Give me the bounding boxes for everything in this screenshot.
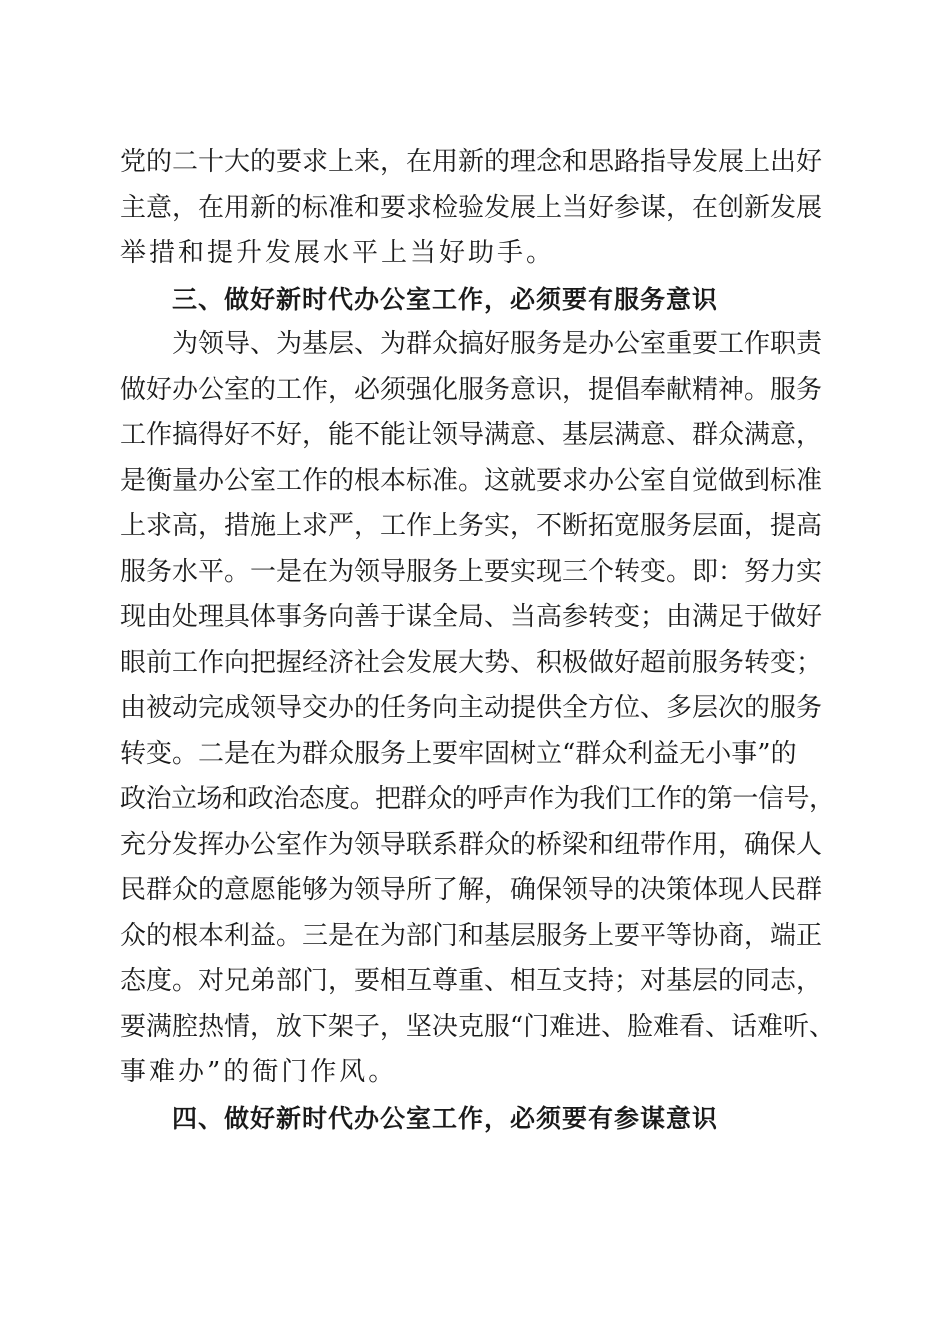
paragraph-line: 事难办”的衙门作风。 xyxy=(120,1057,398,1087)
paragraph-line: 党的二十大的要求上来，在用新的理念和思路指导发展上出好 xyxy=(120,147,823,177)
paragraph-line: 上求高，措施上求严，工作上务实，不断拓宽服务层面，提高 xyxy=(120,511,823,541)
paragraph-line: 主意，在用新的标准和要求检验发展上当好参谋，在创新发展 xyxy=(120,192,823,223)
paragraph-line: 眼前工作向把握经济社会发展大势、积极做好超前服务转变； xyxy=(120,647,823,678)
continued-paragraph xyxy=(120,140,835,277)
section-heading-four: 四、做好新时代办公室工作，必须要有参谋意识 xyxy=(172,1103,719,1133)
paragraph-line: 是衡量办公室工作的根本标准。这就要求办公室自觉做到标准 xyxy=(120,465,823,496)
paragraph-line: 现由处理具体事务向善于谋全局、当高参转变；由满足于做好 xyxy=(120,602,823,632)
paragraph-line: 众的根本利益。三是在为部门和基层服务上要平等协商，端正 xyxy=(120,920,823,951)
paragraph-line: 举措和提升发展水平上当好助手。 xyxy=(120,238,556,268)
paragraph-line: 态度。对兄弟部门，要相互尊重、相互支持；对基层的同志， xyxy=(120,966,823,996)
paragraph-line: 做好办公室的工作，必须强化服务意识，提倡奉献精神。服务 xyxy=(120,374,823,405)
paragraph-line: 要满腔热情，放下架子，坚决克服“门难进、脸难看、话难听、 xyxy=(120,1011,835,1042)
paragraph-line: 政治立场和政治态度。把群众的呼声作为我们工作的第一信号， xyxy=(120,784,835,814)
section-heading-three: 三、做好新时代办公室工作，必须要有服务意识 xyxy=(172,284,719,314)
paragraph-line: 民群众的意愿能够为领导所了解，确保领导的决策体现人民群 xyxy=(120,875,823,905)
paragraph-line: 为领导、为基层、为群众搞好服务是办公室重要工作职责 xyxy=(172,329,823,359)
document-body xyxy=(120,140,835,1141)
paragraph-line: 服务水平。一是在为领导服务上要实现三个转变。即：努力实 xyxy=(120,556,823,587)
paragraph-line: 由被动完成领导交办的任务向主动提供全方位、多层次的服务 xyxy=(120,693,823,723)
section-three-paragraph xyxy=(120,322,835,1096)
paragraph-line: 工作搞得好不好，能不能让领导满意、基层满意、群众满意， xyxy=(120,420,823,450)
paragraph-line: 充分发挥办公室作为领导联系群众的桥梁和纽带作用，确保人 xyxy=(120,829,823,860)
paragraph-line: 转变。二是在为群众服务上要牢固树立“群众利益无小事”的 xyxy=(120,738,797,769)
